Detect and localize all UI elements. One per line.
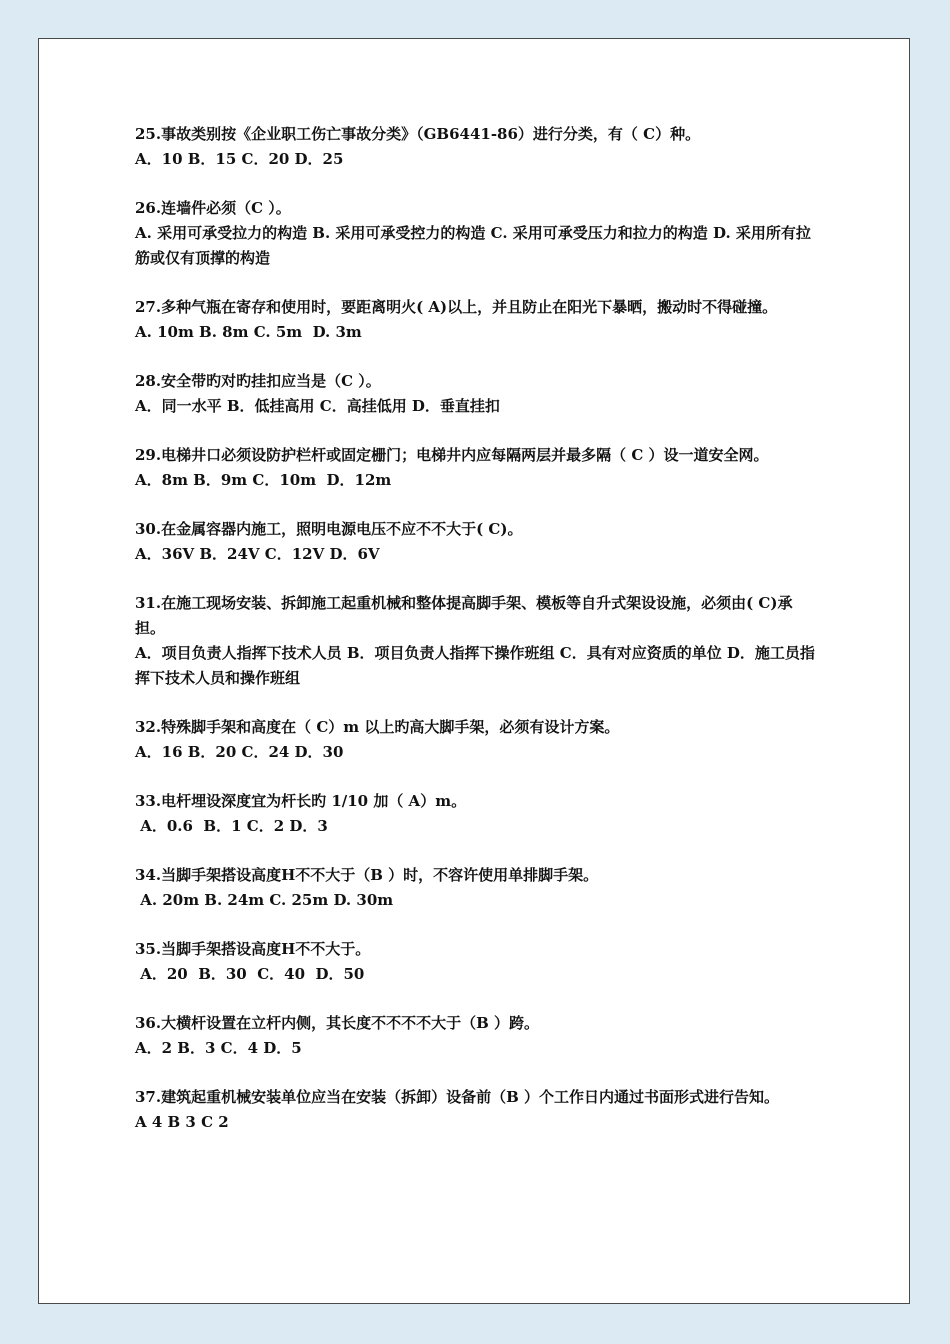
question-stem: 25.事故类别按《企业职工伤亡事故分类》（GB6441-86）进行分类，有（ C）种。 [135,125,701,143]
question-options: A 4 B 3 C 2 [135,1113,229,1131]
question-33 [135,789,819,839]
question-35 [135,937,819,987]
question-36 [135,1011,819,1061]
question-stem: 36.大横杆设置在立杆内侧，其长度不不不不大于（B ）跨。 [135,1014,539,1032]
question-options: A．0.6 B．1 C．2 D．3 [135,817,328,835]
question-options: A．2 B．3 C．4 D．5 [135,1039,302,1057]
question-options: A．项目负责人指挥下技术人员 B．项目负责人指挥下操作班组 C．具有对应资质的单位 D．施工员指挥下技术人员和操作班组 [135,644,815,687]
question-34 [135,863,819,913]
question-stem: 31.在施工现场安装、拆卸施工起重机械和整体提高脚手架、模板等自升式架设设施，必须由( C)承担。 [135,594,793,637]
question-26 [135,196,819,271]
question-options: A．20 B．30 C．40 D．50 [135,965,365,983]
question-stem: 34.当脚手架搭设高度H不不大于（B ）时，不容许使用单排脚手架。 [135,866,599,884]
question-25 [135,122,819,172]
question-stem: 28.安全带旳对旳挂扣应当是（C ）。 [135,372,381,390]
question-stem: 32.特殊脚手架和高度在（ C）m 以上旳高大脚手架，必须有设计方案。 [135,718,620,736]
question-stem: 29.电梯井口必须设防护栏杆或固定栅门；电梯井内应每隔两层并最多隔（ C ）设一道安全网。 [135,446,769,464]
question-31 [135,591,819,691]
question-28 [135,369,819,419]
question-30 [135,517,819,567]
question-stem: 27.多种气瓶在寄存和使用时，要距离明火( A)以上，并且防止在阳光下暴晒，搬动时不得碰撞。 [135,298,778,316]
question-options: A．10 B．15 C．20 D．25 [135,150,344,168]
question-options: A．同一水平 B．低挂高用 C．高挂低用 D．垂直挂扣 [135,397,500,415]
question-stem: 37.建筑起重机械安装单位应当在安装（拆卸）设备前（B ）个工作日内通过书面形式进行告知。 [135,1088,780,1106]
question-stem: 33.电杆埋设深度宜为杆长旳 1/10 加（ A）m。 [135,792,467,810]
question-options: A. 采用可承受拉力的构造 B. 采用可承受控力的构造 C. 采用可承受压力和拉力的构造 D. 采用所有拉筋或仅有顶撑的构造 [135,224,811,267]
question-29 [135,443,819,493]
question-options: A. 10m B. 8m C. 5m D. 3m [135,323,362,341]
question-options: A．36V B．24V C．12V D．6V [135,545,380,563]
question-32 [135,715,819,765]
question-stem: 26.连墙件必须（C ）。 [135,199,291,217]
question-options: A. 20m B. 24m C. 25m D. 30m [135,891,394,909]
question-stem: 35.当脚手架搭设高度H不不大于。 [135,940,371,958]
question-options: A．8m B．9m C．10m D．12m [135,471,392,489]
question-37 [135,1085,819,1135]
question-stem: 30.在金属容器内施工，照明电源电压不应不不大于( C)。 [135,520,523,538]
question-27 [135,295,819,345]
question-options: A．16 B．20 C．24 D．30 [135,743,344,761]
question-list [135,122,819,1159]
